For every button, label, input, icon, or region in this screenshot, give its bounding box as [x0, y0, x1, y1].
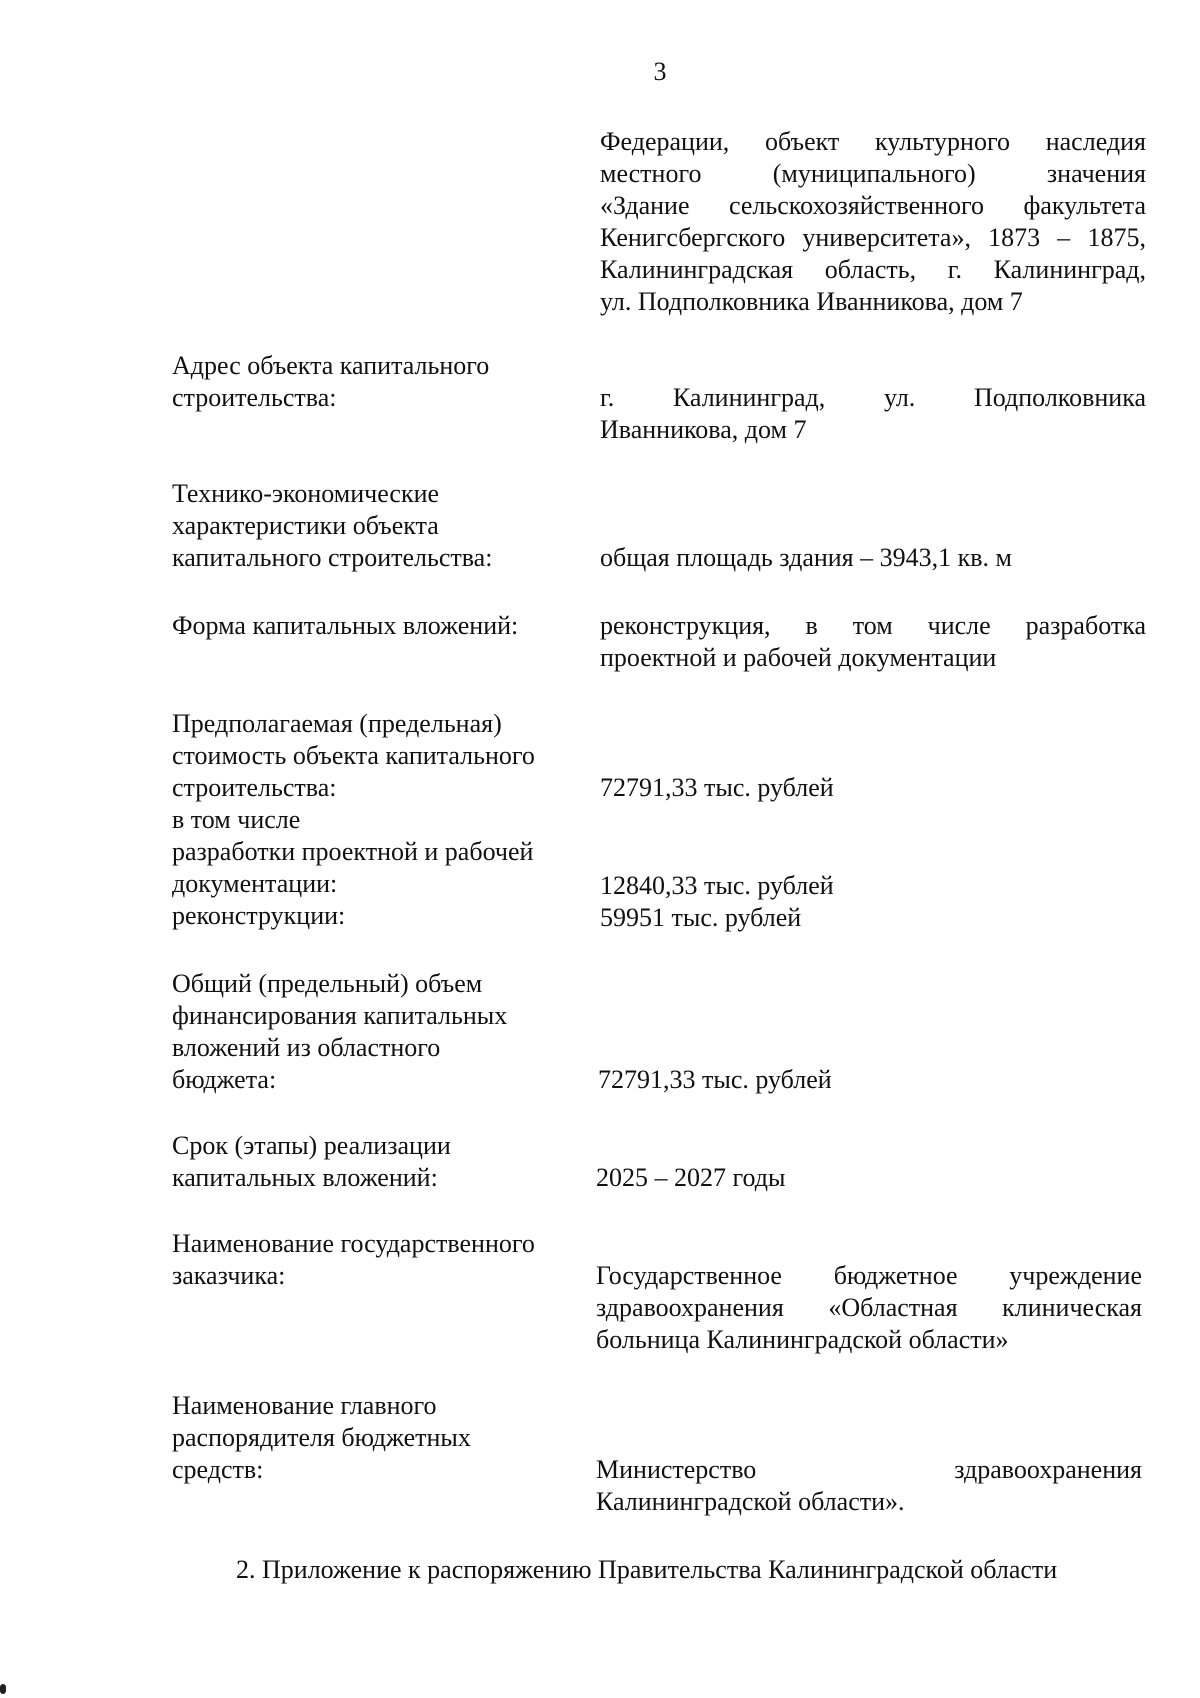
text-line: «Здание сельскохозяйственного факультета — [600, 191, 1146, 220]
field-label — [172, 478, 592, 574]
label-line: средств: — [172, 1455, 264, 1484]
value-line: Иванникова, дом 7 — [600, 415, 807, 444]
label-line: стоимость объекта капитального — [172, 741, 535, 770]
field-label — [172, 1130, 592, 1194]
label-line: распорядителя бюджетных — [172, 1423, 471, 1452]
field-value — [600, 610, 1146, 674]
value-line: 72791,33 тыс. рублей — [598, 1065, 832, 1094]
value-line: Калининградской области». — [596, 1487, 905, 1516]
field-value — [600, 382, 1146, 446]
label-line: Общий (предельный) объем — [172, 969, 483, 998]
field-value — [596, 1454, 1142, 1518]
text-line: местного (муниципального) значения — [600, 159, 1146, 188]
field-label — [172, 1228, 592, 1292]
label-line: характеристики объекта — [172, 511, 439, 540]
text-line: ул. Подполковника Иванникова, дом 7 — [600, 287, 1023, 316]
label-line: в том числе — [172, 805, 301, 834]
value-line: общая площадь здания – 3943,1 кв. м — [600, 543, 1013, 572]
label-line: реконструкции: — [172, 901, 346, 930]
label-line: капитальных вложений: — [172, 1163, 438, 1192]
value-line: реконструкция, в том числе разработка — [600, 611, 1146, 640]
label-line: вложений из областного — [172, 1033, 441, 1062]
label-line: разработки проектной и рабочей — [172, 837, 534, 866]
label-line: Наименование государственного — [172, 1229, 535, 1258]
field-label — [172, 1390, 592, 1486]
field-value-design — [600, 870, 1148, 934]
value-line: 59951 тыс. рублей — [600, 903, 802, 932]
text-line: Федерации, объект культурного наследия — [600, 127, 1146, 156]
page-number: 3 — [653, 57, 667, 86]
label-line: строительства: — [172, 773, 337, 802]
label-line: финансирования капитальных — [172, 1001, 508, 1030]
label-line: Форма капитальных вложений: — [172, 611, 519, 640]
field-label — [172, 708, 592, 932]
label-line: Предполагаемая (предельная) — [172, 709, 502, 738]
label-line: заказчика: — [172, 1261, 286, 1290]
label-line: бюджета: — [172, 1065, 277, 1094]
value-line: проектной и рабочей документации — [600, 643, 997, 672]
value-line: Государственное бюджетное учреждение — [596, 1261, 1142, 1290]
field-label — [172, 968, 592, 1096]
label-line: Адрес объекта капитального — [172, 351, 490, 380]
field-value-total — [600, 772, 1148, 804]
text-line: Калининградская область, г. Калининград, — [600, 255, 1146, 284]
field-value — [596, 1162, 1144, 1194]
field-value — [596, 1260, 1142, 1356]
value-line: 72791,33 тыс. рублей — [600, 773, 834, 802]
value-line: 12840,33 тыс. рублей — [600, 871, 834, 900]
label-line: капитального строительства: — [172, 543, 493, 572]
value-line: здравоохранения «Областная клиническая — [596, 1293, 1142, 1322]
scan-edge-mark — [0, 1684, 6, 1694]
label-line: Срок (этапы) реализации — [172, 1131, 451, 1160]
label-line: документации: — [172, 869, 338, 898]
value-line: Министерство здравоохранения — [596, 1455, 1142, 1484]
object-name-continuation — [600, 126, 1146, 318]
label-line: строительства: — [172, 383, 337, 412]
closing-paragraph: 2. Приложение к распоряжению Правительства Калининградской области — [236, 1555, 1058, 1584]
label-line: Наименование главного — [172, 1391, 437, 1420]
field-value — [600, 542, 1148, 574]
text-line: Кенигсбергского университета», 1873 – 1875, — [600, 223, 1146, 252]
value-line: 2025 – 2027 годы — [596, 1163, 786, 1192]
field-value — [598, 1064, 1146, 1096]
field-label — [172, 350, 592, 414]
value-line: больница Калининградской области» — [596, 1325, 1009, 1354]
label-line: Технико-экономические — [172, 479, 440, 508]
value-line: г. Калининград, ул. Подполковника — [600, 383, 1146, 412]
field-label — [172, 610, 592, 642]
